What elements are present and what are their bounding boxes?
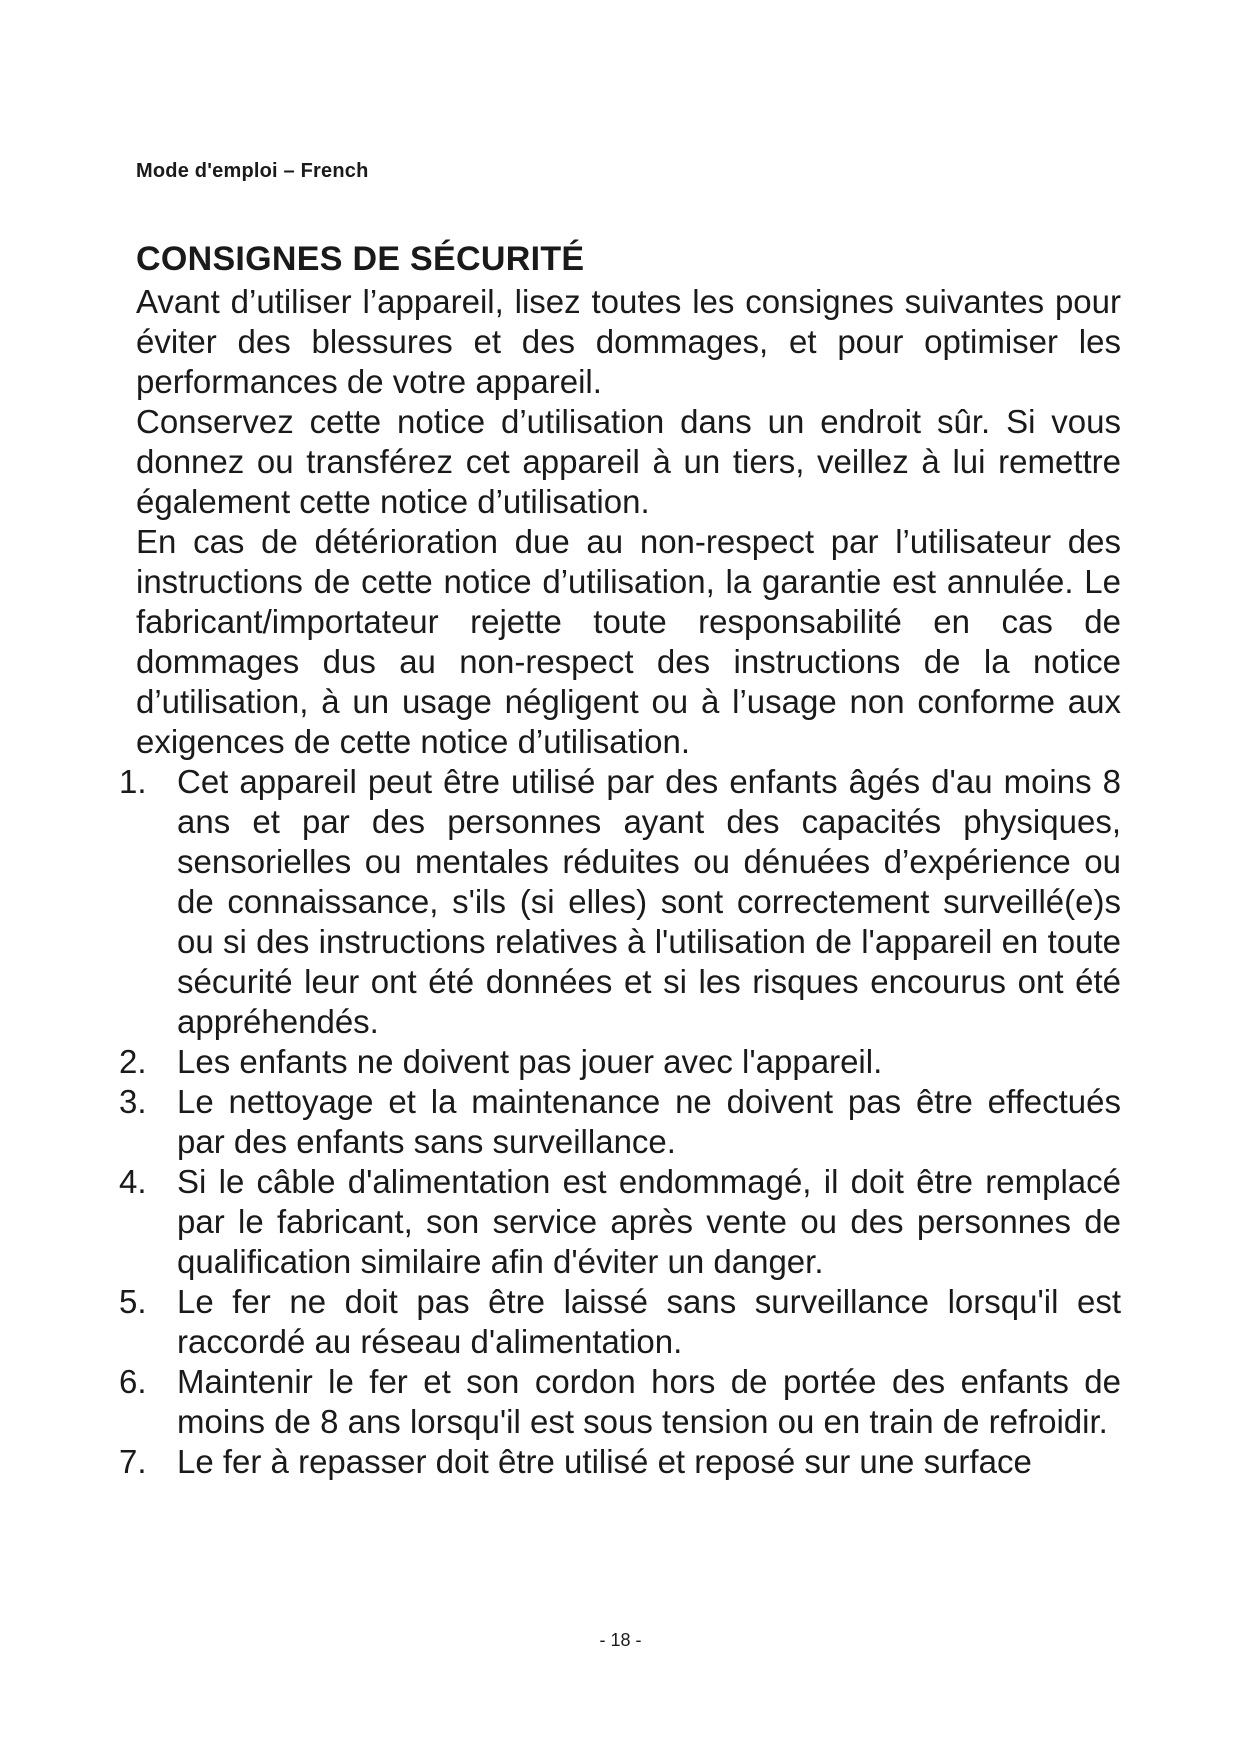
list-item-number: 7. bbox=[119, 1443, 147, 1480]
list-item-number: 2. bbox=[119, 1043, 147, 1080]
header-label: Mode d'emploi – French bbox=[136, 160, 369, 182]
list-item-text: Cet appareil peut être utilisé par des enfants âgés d'au moins 8 ans et par des personnes ayant des capacités physiques, sensorielles ou mentales réduites ou dénuées d’expérience ou de connaissance, s'ils (si elles) sont correctement surveillé(e)s ou si des instructions relatives à l'utilisation de l'appareil en toute sécurité leur ont été données et si les risques encourus ont été appréhendés. bbox=[177, 763, 1121, 1040]
list-item bbox=[119, 1282, 1121, 1362]
section-body bbox=[119, 282, 1121, 1482]
page-number: - 18 - bbox=[599, 1630, 642, 1650]
warranty-paragraph: En cas de détérioration due au non-respect par l’utilisateur des instructions de cette notice d’utilisation, la garantie est annulée. Le fabricant/importateur rejette toute responsabilité en cas de dommages dus au non-respect des instructions de la notice d’utilisation, à un usage négligent ou à l’usage non conforme aux exigences de cette notice d’utilisation. bbox=[136, 523, 1121, 760]
list-item-text: Le fer à repasser doit être utilisé et reposé sur une surface bbox=[177, 1443, 1032, 1480]
list-item-number: 4. bbox=[119, 1163, 147, 1200]
list-item-number: 1. bbox=[119, 763, 147, 800]
list-item bbox=[119, 1442, 1121, 1482]
list-item bbox=[119, 762, 1121, 1042]
list-item-text: Le fer ne doit pas être laissé sans surveillance lorsqu'il est raccordé au réseau d'alimentation. bbox=[177, 1283, 1121, 1360]
list-item bbox=[119, 1082, 1121, 1162]
list-item-number: 5. bbox=[119, 1283, 147, 1320]
safety-list bbox=[119, 762, 1121, 1482]
list-item bbox=[119, 1042, 1121, 1082]
list-item bbox=[119, 1362, 1121, 1442]
list-item-number: 6. bbox=[119, 1363, 147, 1400]
list-item bbox=[119, 1162, 1121, 1282]
list-item-text: Maintenir le fer et son cordon hors de portée des enfants de moins de 8 ans lorsqu'il est sous tension ou en train de refroidir. bbox=[177, 1363, 1121, 1440]
list-item-text: Le nettoyage et la maintenance ne doivent pas être effectués par des enfants sans surveillance. bbox=[177, 1083, 1121, 1160]
list-item-text: Si le câble d'alimentation est endommagé, il doit être remplacé par le fabricant, son service après vente ou des personnes de qualification similaire afin d'éviter un danger. bbox=[177, 1163, 1121, 1280]
section-title: CONSIGNES DE SÉCURITÉ bbox=[136, 240, 585, 278]
storage-paragraph: Conservez cette notice d’utilisation dans un endroit sûr. Si vous donnez ou transférez cet appareil à un tiers, veillez à lui remettre également cette notice d’utilisation. bbox=[136, 403, 1121, 520]
list-item-number: 3. bbox=[119, 1083, 147, 1120]
list-item-text: Les enfants ne doivent pas jouer avec l'appareil. bbox=[177, 1043, 883, 1080]
intro-paragraph: Avant d’utiliser l’appareil, lisez toutes les consignes suivantes pour éviter des blessures et des dommages, et pour optimiser les performances de votre appareil. bbox=[136, 283, 1121, 400]
